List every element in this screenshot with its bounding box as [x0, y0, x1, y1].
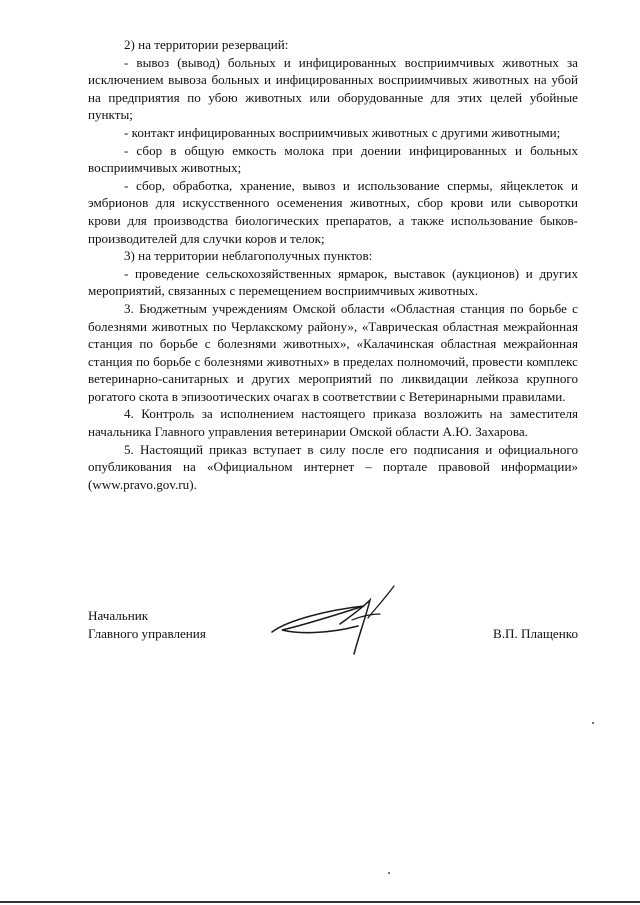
paragraph: 2) на территории резерваций:	[124, 37, 289, 52]
paragraph: 5. Настоящий приказ вступает в силу после его подписания и официального опубликования на «Официальном интернет – портале правовой информации» (www.pravo.gov.ru).	[88, 441, 578, 492]
paragraph: - сбор, обработка, хранение, вывоз и использование спермы, яйцеклеток и эмбрионов для искусственного осеменения животных, сбор крови или сыворотки крови для производства биологических препаратов, а также использование быков-производителей для случки коров и телок;	[88, 177, 578, 246]
paragraph: - проведение сельскохозяйственных ярмарок, выставок (аукционов) и других мероприятий, связанных с перемещением восприимчивых животных.	[88, 265, 578, 299]
paragraph: - контакт инфицированных восприимчивых животных с другими животными;	[124, 124, 561, 140]
handwritten-signature	[268, 580, 408, 670]
scan-speck	[388, 872, 390, 874]
signatory-name: В.П. Плащенко	[493, 626, 578, 641]
paragraph: 4. Контроль за исполнением настоящего приказа возложить на заместителя начальника Главного управления ветеринарии Омской области А.Ю. Захарова.	[88, 406, 578, 440]
scan-edge-line	[0, 901, 640, 903]
paragraph: 3) на территории неблагополучных пунктов:	[124, 248, 373, 264]
paragraph: 3. Бюджетным учреждениям Омской области «Областная станция по борьбе с болезнями животных по Черлакскому району», «Таврическая областная межрайонная станция по борьбе с болезнями животных», «Калачинская областная межрайонная станция по борьбе с болезнями животных» в пределах полномочий, провести комплекс ветеринарно-санитарных и других мероприятий по ликвидации лейкоза крупного рогатого скота в эпизоотических очагах в соответствии с Ветеринарными правилами.	[88, 300, 578, 404]
paragraph: - сбор в общую емкость молока при доении инфицированных и больных восприимчивых животных;	[88, 142, 578, 176]
document-body	[88, 36, 578, 493]
scan-speck	[592, 722, 594, 724]
position-line: Главного управления	[88, 625, 206, 641]
paragraph: - вывоз (вывод) больных и инфицированных восприимчивых животных за исключением вывоза больных и инфицированных восприимчивых животных на убой на предприятия по убою животных или оборудованные для этих целей убойные пункты;	[88, 54, 578, 123]
signatory-position	[88, 607, 206, 642]
position-line: Начальник	[88, 608, 149, 623]
